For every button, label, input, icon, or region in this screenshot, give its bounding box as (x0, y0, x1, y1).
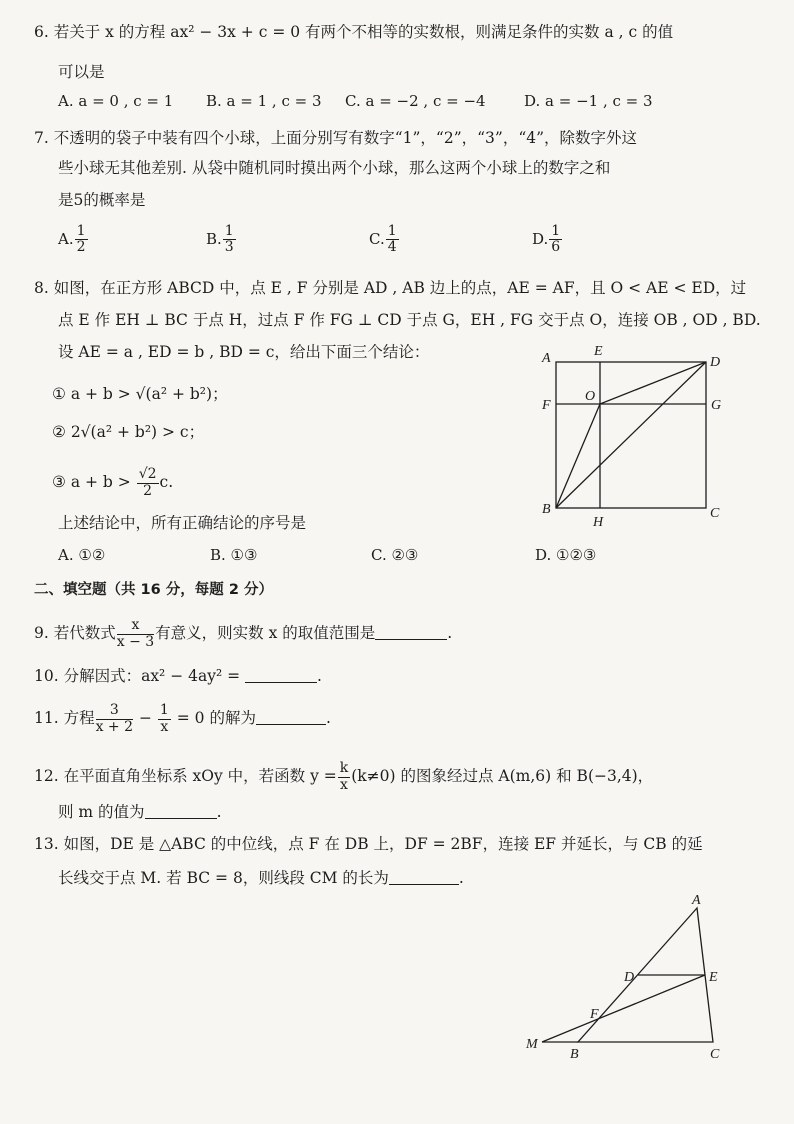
segment-od (600, 362, 706, 404)
q6-choice-c: C. a = −2 , c = −4 (345, 92, 486, 110)
q6-stem-line2: 可以是 (58, 63, 105, 81)
q9: 9. 若代数式 $\frac{x}{x - 3}$ 有意义，则实数 x 的取值范围是 . (34, 617, 453, 650)
label-e: E (594, 344, 603, 359)
q11: 11. 方程 $\frac{3}{x + 2}$ − $\frac{1}{x}$ = 0 的解为 . (34, 702, 331, 735)
label-d: D (710, 355, 721, 370)
segment-ob (556, 404, 600, 508)
q8-stem-line3: 设 AE = a , ED = b , BD = c，给出下面三个结论： (58, 343, 430, 361)
q7-choice-b: B. $\frac{1}{3}$ (206, 223, 234, 256)
q6-choice-a: A. a = 0 , c = 1 (58, 92, 174, 110)
label-a: A (542, 351, 551, 366)
q8-choice-a: A. ①② (58, 546, 106, 564)
q13-stem-line2: 长线交于点 M. 若 BC = 8，则线段 CM 的长为 . (58, 869, 464, 887)
q8-question: 上述结论中，所有正确结论的序号是 (58, 514, 307, 532)
q8-choice-c: C. ②③ (371, 546, 419, 564)
label-g: G (711, 398, 722, 413)
q6-choice-d: D. a = −1 , c = 3 (524, 92, 653, 110)
q8-square-figure (536, 340, 736, 530)
q7-choice-c: C. $\frac{1}{4}$ (369, 223, 397, 256)
q8-stem-line1: 8. 如图，在正方形 ABCD 中，点 E , F 分别是 AD , AB 边上的点，AE = AF，且 O < AE < ED，过 (34, 279, 747, 297)
label-h: H (593, 515, 604, 530)
q7-stem-line3: 是5的概率是 (58, 191, 146, 209)
q7-stem-line1: 7. 不透明的袋子中装有四个小球，上面分别写有数字“1”，“2”，“3”，“4”，除数字外这 (34, 129, 638, 147)
label-c: C (710, 506, 720, 521)
q10-answer-blank (245, 682, 317, 683)
label-o: O (585, 389, 596, 404)
q6-stem-line1: 6. 若关于 x 的方程 ax² − 3x + c = 0 有两个不相等的实数根，则满足条件的实数 a , c 的值 (34, 23, 674, 41)
q12-line1: 12. 在平面直角坐标系 xOy 中，若函数 y = $\frac{k}{x}$ (k≠0) 的图象经过点 A(m,6) 和 B(−3,4)， (34, 760, 654, 793)
q8-conclusion-2: ② 2√(a² + b²) > c； (52, 423, 205, 441)
q12-line2: 则 m 的值为 . (58, 803, 222, 821)
q13-triangle-figure (520, 890, 740, 1065)
segment-me (542, 975, 705, 1042)
q8-conclusion-1: ① a + b > √(a² + b²)； (52, 385, 228, 403)
label-c: C (710, 1047, 720, 1062)
q13-stem-line1: 13. 如图，DE 是 △ABC 的中位线，点 F 在 DB 上，DF = 2BF，连接 EF 并延长，与 CB 的延 (34, 835, 703, 853)
label-b: B (542, 502, 551, 517)
q13-answer-blank (389, 884, 459, 885)
q10: 10. 分解因式：ax² − 4ay² = . (34, 667, 322, 685)
label-m: M (526, 1037, 538, 1052)
q12-answer-blank (145, 818, 217, 819)
section-header-fill-in: 二、填空题（共 16 分，每题 2 分） (34, 582, 273, 598)
label-d: D (624, 970, 635, 985)
q9-answer-blank (375, 639, 447, 640)
q7-choice-a: A. $\frac{1}{2}$ (58, 223, 86, 256)
q8-stem-line2: 点 E 作 EH ⊥ BC 于点 H，过点 F 作 FG ⊥ CD 于点 G，EH , FG 交于点 O，连接 OB , OD , BD. (58, 311, 761, 329)
label-b: B (570, 1047, 579, 1062)
q11-answer-blank (256, 724, 326, 725)
q8-choice-b: B. ①③ (210, 546, 258, 564)
label-e: E (709, 970, 718, 985)
q8-conclusion-3: ③ a + b > $\frac{√2}{2}$ c. (52, 466, 174, 499)
label-f: F (590, 1007, 599, 1022)
q7-choice-d: D. $\frac{1}{6}$ (532, 223, 561, 256)
label-a: A (692, 893, 701, 908)
q6-choice-b: B. a = 1 , c = 3 (206, 92, 322, 110)
label-f: F (542, 398, 551, 413)
q7-stem-line2: 些小球无其他差别. 从袋中随机同时摸出两个小球，那么这两个小球上的数字之和 (58, 159, 611, 177)
segment-bd (556, 362, 706, 508)
q8-choice-d: D. ①②③ (535, 546, 597, 564)
